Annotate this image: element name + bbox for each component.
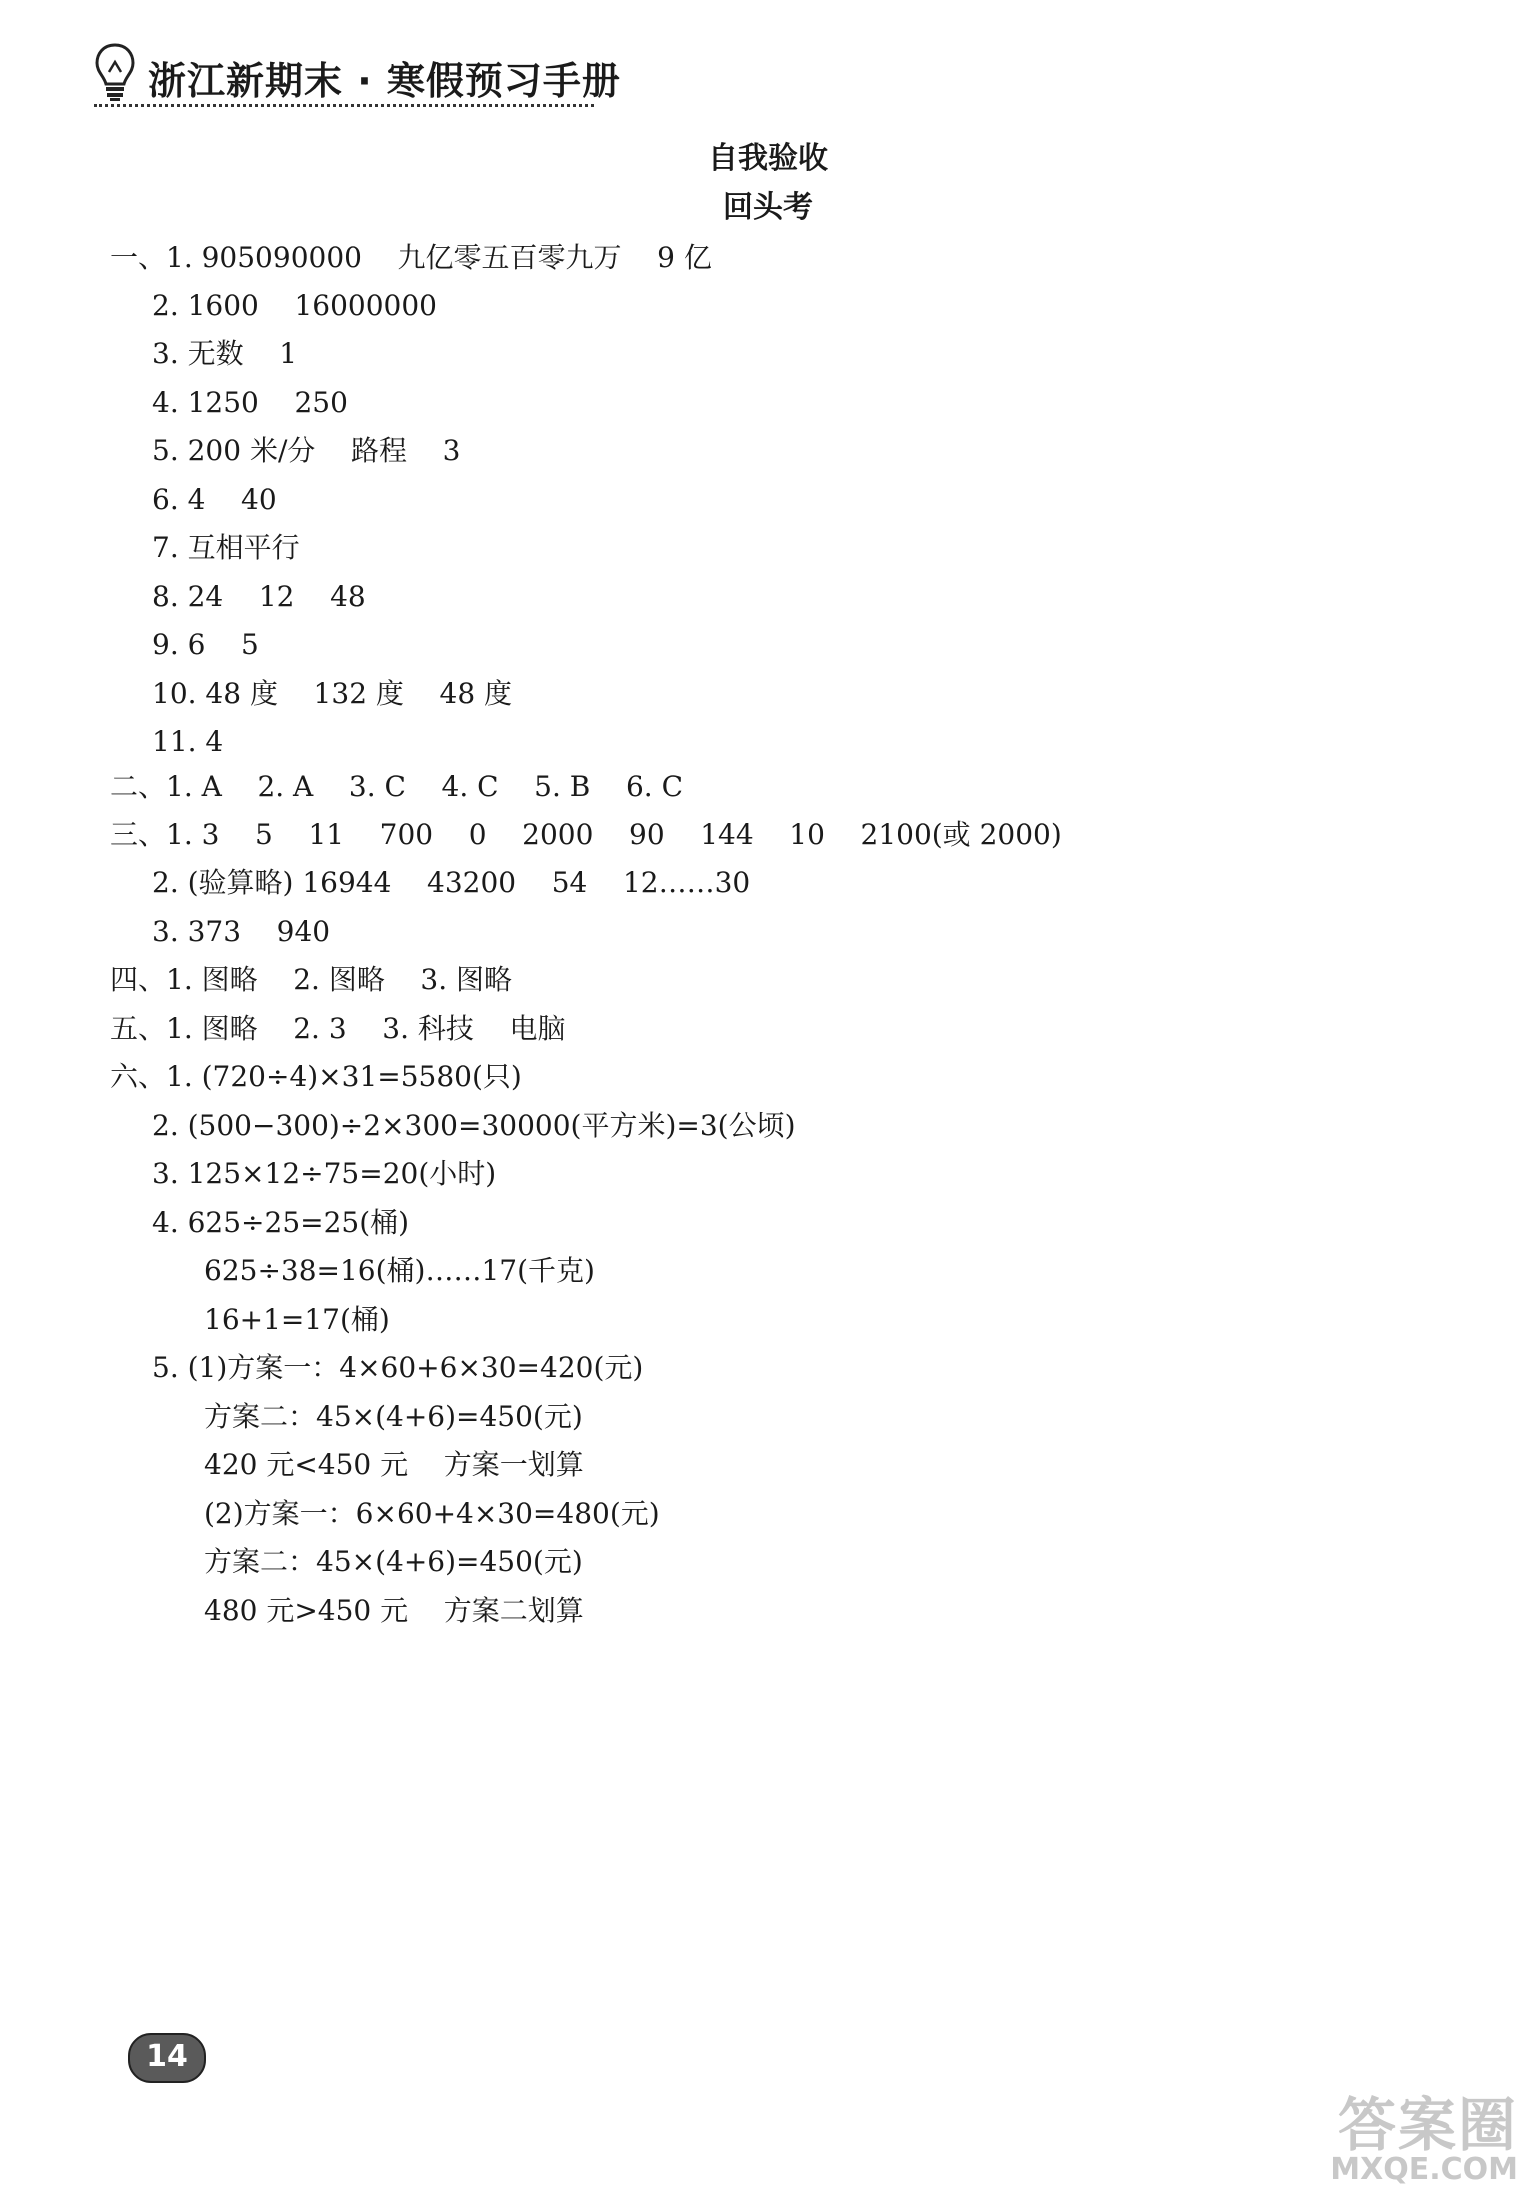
answer-line: 3. 373 940 xyxy=(152,915,331,948)
answer-line: 5. (1)方案一：4×60+6×30=420(元) xyxy=(152,1351,644,1384)
answer-line: 4. 1250 250 xyxy=(152,386,348,419)
watermark xyxy=(1328,2078,1518,2196)
answer-line: 420 元<450 元 方案一划算 xyxy=(204,1448,584,1481)
answer-line: (2)方案一：6×60+4×30=480(元) xyxy=(204,1497,660,1530)
page-number-badge xyxy=(128,2033,206,2083)
answer-line: 五、1. 图略 2. 3 3. 科技 电脑 xyxy=(110,1012,566,1045)
answer-line: 4. 625÷25=25(桶) xyxy=(152,1206,410,1239)
page-number: 14 xyxy=(146,2039,188,2074)
answer-line: 3. 125×12÷75=20(小时) xyxy=(152,1157,497,1190)
answer-line: 5. 200 米/分 路程 3 xyxy=(152,434,461,467)
answer-line: 六、1. (720÷4)×31=5580(只) xyxy=(110,1060,522,1093)
answer-line: 16+1=17(桶) xyxy=(204,1303,390,1336)
answer-line: 11. 4 xyxy=(152,725,224,758)
answer-line: 二、1. A 2. A 3. C 4. C 5. B 6. C xyxy=(110,770,683,803)
answer-line: 8. 24 12 48 xyxy=(152,580,366,613)
answer-line: 方案二：45×(4+6)=450(元) xyxy=(204,1545,583,1578)
answer-line: 10. 48 度 132 度 48 度 xyxy=(152,677,513,710)
answer-line: 9. 6 5 xyxy=(152,628,259,661)
section-title: 自我验收 xyxy=(708,141,828,176)
answer-line: 2. (验算略) 16944 43200 54 12……30 xyxy=(152,866,751,899)
header-divider xyxy=(94,104,594,107)
answer-line: 三、1. 3 5 11 700 0 2000 90 144 10 2100(或 2000) xyxy=(110,818,1062,851)
header xyxy=(94,40,621,106)
answer-line: 四、1. 图略 2. 图略 3. 图略 xyxy=(110,963,513,996)
answer-line: 625÷38=16(桶)……17(千克) xyxy=(204,1254,595,1287)
answer-line: 6. 4 40 xyxy=(152,483,277,516)
answer-line: 2. 1600 16000000 xyxy=(152,289,437,322)
answer-line: 2. (500−300)÷2×300=30000(平方米)=3(公顷) xyxy=(152,1109,796,1142)
lightbulb-icon xyxy=(94,42,136,102)
watermark-text: 答案圈 xyxy=(1337,2091,1518,2159)
answer-line: 方案二：45×(4+6)=450(元) xyxy=(204,1400,583,1433)
answer-line: 480 元>450 元 方案二划算 xyxy=(204,1594,584,1627)
answer-line: 一、1. 905090000 九亿零五百零九万 9 亿 xyxy=(110,241,712,274)
section-subtitle: 回头考 xyxy=(723,190,813,225)
answer-line: 7. 互相平行 xyxy=(152,531,300,564)
answer-line: 3. 无数 1 xyxy=(152,337,298,370)
watermark-url: MXQE.COM xyxy=(1330,2152,1518,2187)
header-title: 浙江新期末 · 寒假预习手册 xyxy=(148,59,621,103)
